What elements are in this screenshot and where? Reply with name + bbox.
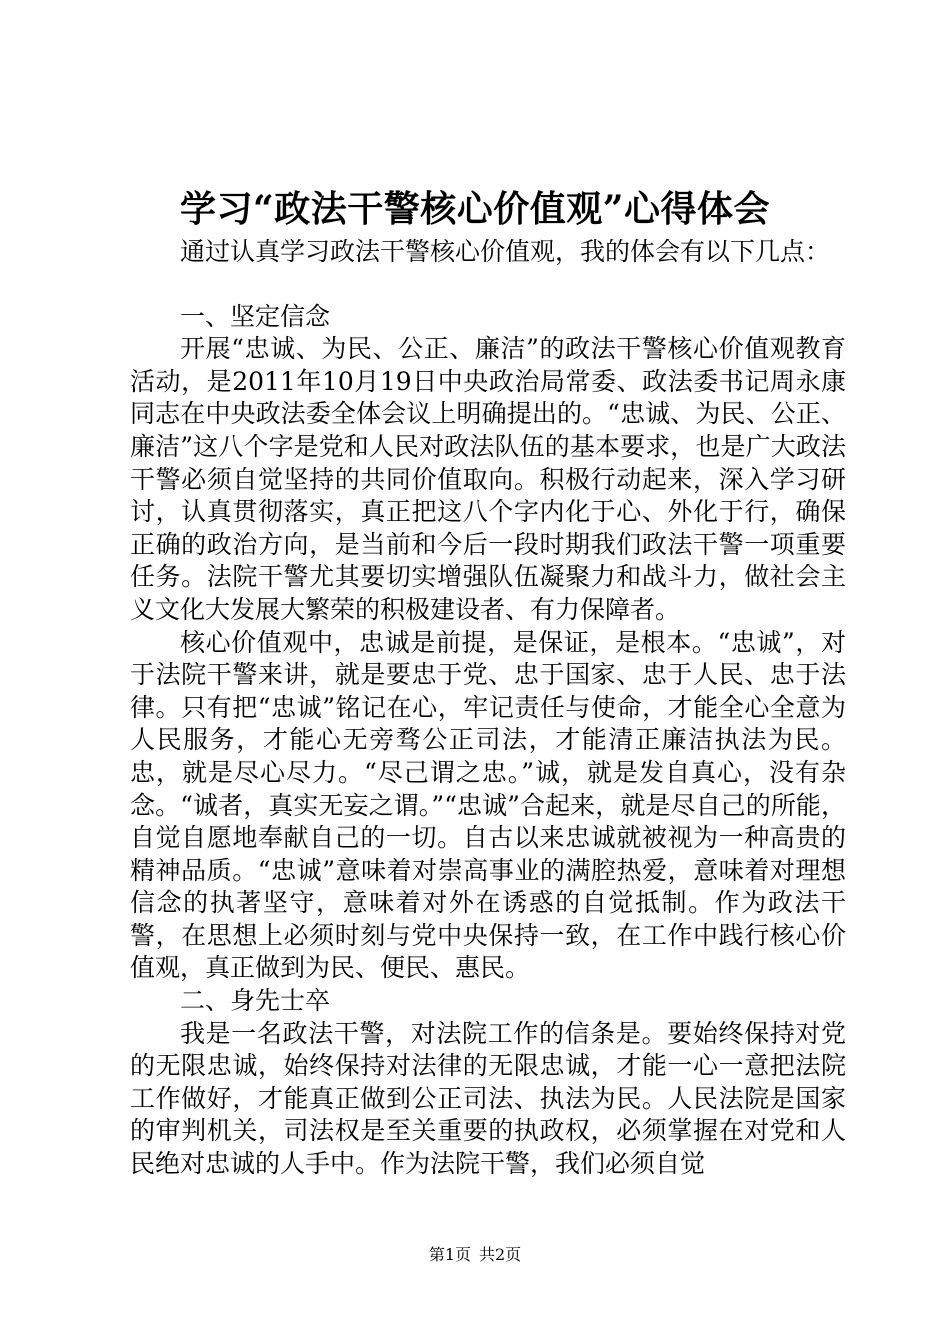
section1-paragraph-2: 核心价值观中，忠诚是前提，是保证，是根本。“忠诚”，对于法院干警来讲，就是要忠于党、忠于国家、忠于人民、忠于法律。只有把“忠诚”铭记在心，牢记责任与使命，才能全心全意为人民服务，才能心无旁骛公正司法，才能清正廉洁执法为民。忠，就是尽心尽力。“尽己谓之忠。”诚，就是发自真心，没有杂念。“诚者，真实无妄之谓。”“忠诚”合起来，就是尽自己的所能，自觉自愿地奉献自己的一切。自古以来忠诚就被视为一种高贵的精神品质。“忠诚”意味着对崇高事业的满腔热爱，意味着对理想信念的执著坚守，意味着对外在诱惑的自觉抵制。作为政法干警，在思想上必须时刻与党中央保持一致，在工作中践行核心价值观，真正做到为民、便民、惠民。 [130, 627, 846, 983]
document-body [130, 236, 846, 1181]
section2-paragraph-1: 我是一名政法干警，对法院工作的信条是。要始终保持对党的无限忠诚，始终保持对法律的无限忠诚，才能一心一意把法院工作做好，才能真正做到公正司法、执法为民。人民法院是国家的审判机关，司法权是至关重要的执政权，必须掌握在对党和人民绝对忠诚的人手中。作为法院干警，我们必须自觉 [130, 1018, 846, 1179]
section-heading-2: 二、身先士卒 [180, 986, 331, 1016]
section-heading-1: 一、坚定信念 [180, 301, 331, 331]
page-total: 共2页 [479, 1245, 522, 1264]
section1-paragraph-1: 开展“忠诚、为民、公正、廉洁”的政法干警核心价值观教育活动，是2011年10月19日中央政治局常委、政法委书记周永康同志在中央政法委全体会议上明确提出的。“忠诚、为民、公正、廉洁”这八个字是党和人民对政法队伍的基本要求，也是广大政法干警必须自觉坚持的共同价值取向。积极行动起来，深入学习研讨，认真贯彻落实，真正把这八个字内化于心、外化于行，确保正确的政治方向，是当前和今后一段时期我们政法干警一项重要任务。法院干警尤其要切实增强队伍凝聚力和战斗力，做社会主义文化大发展大繁荣的积极建设者、有力保障者。 [130, 334, 846, 624]
page-number: 第1页 [428, 1245, 471, 1264]
intro-paragraph: 通过认真学习政法干警核心价值观，我的体会有以下几点： [180, 237, 831, 266]
page-footer [0, 1244, 950, 1266]
document-title: 学习“政法干警核心价值观”心得体会 [180, 188, 770, 230]
